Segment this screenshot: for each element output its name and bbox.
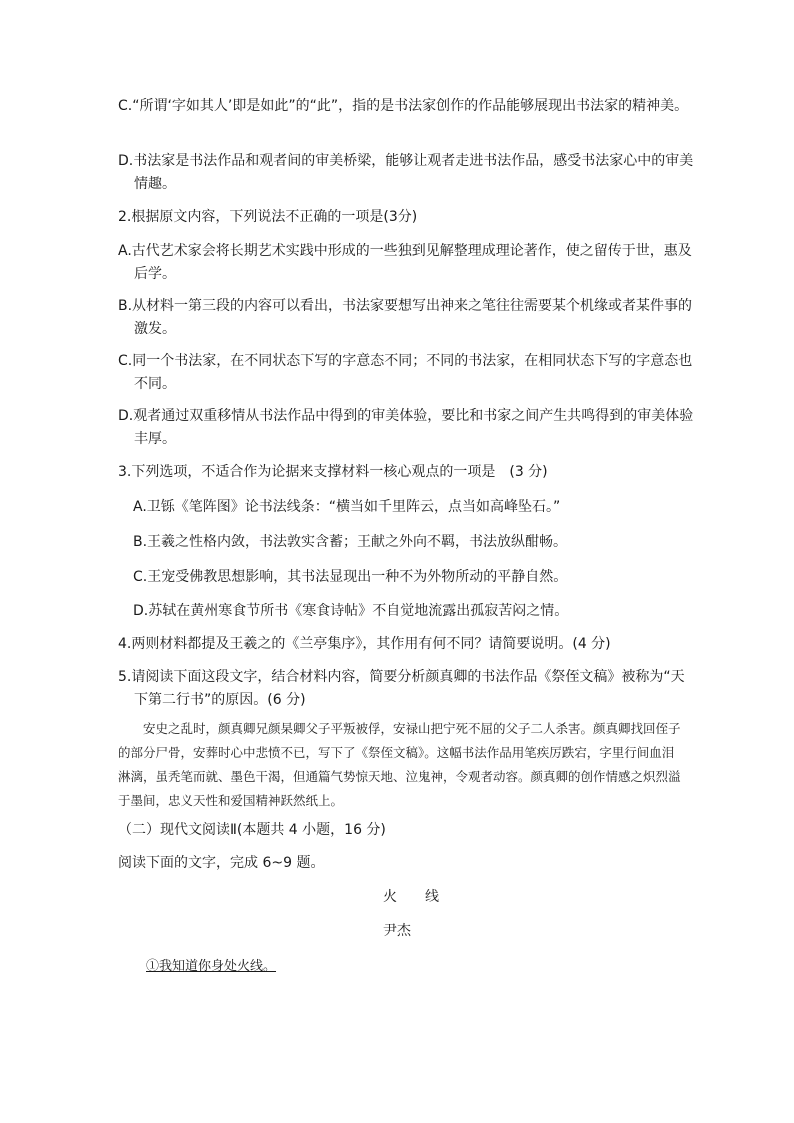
section-instruction: 阅读下面的文字，完成 6~9 题。 bbox=[118, 855, 325, 871]
q2-option-d: D.观者通过双重移情从书法作品中得到的审美体验，要比和书家之间产生共鸣得到的审美体验丰厚。 bbox=[118, 408, 694, 447]
story-author: 尹杰 bbox=[383, 923, 411, 939]
section-header: （二）现代文阅读Ⅱ(本题共 4 小题，16 分) bbox=[118, 822, 386, 838]
q2-option-a: A.古代艺术家会将长期艺术实践中形成的一些独到见解整理成理论著作，使之留传于世，惠及后学。 bbox=[118, 243, 692, 282]
reading-passage: 安史之乱时，颜真卿兄颜杲卿父子平叛被俘，安禄山把宁死不屈的父子二人杀害。颜真卿找回侄子的部分尸骨，安葬时心中悲愤不已，写下了《祭侄文稿》。这幅书法作品用笔疾厉跌宕，字里行间血泪淋漓，虽秃笔而就、墨色干渴，但通篇气势惊天地、泣鬼神，令观者动容。颜真卿的创作情感之炽烈溢于墨间，忠义天性和爱国精神跃然纸上。 bbox=[118, 721, 681, 808]
story-first-line bbox=[146, 955, 706, 978]
q5-stem: 5.请阅读下面这段文字，结合材料内容，简要分析颜真卿的书法作品《祭侄文稿》被称为“天下第二行书”的原因。(6 分) bbox=[118, 669, 685, 708]
q3-option-b: B.王羲之性格内敛，书法敦实含蓄；王献之外向不羁，书法放纵酣畅。 bbox=[133, 534, 568, 550]
q4-stem: 4.两则材料都提及王羲之的《兰亭集序》，其作用有何不同？请简要说明。(4 分) bbox=[118, 636, 611, 652]
q2-stem: 2.根据原文内容，下列说法不正确的一项是(3分) bbox=[118, 209, 418, 225]
story-title: 火线 bbox=[383, 889, 467, 905]
q2-option-b: B.从材料一第三段的内容可以看出，书法家要想写出神来之笔往往需要某个机缘或者某件事的激发。 bbox=[118, 298, 693, 337]
q1-option-d: D.书法家是书法作品和观者间的审美桥梁，能够让观者走进书法作品，感受书法家心中的审美情趣。 bbox=[118, 153, 694, 192]
q3-option-a: A.卫铄《笔阵图》论书法线条：“横当如千里阵云，点当如高峰坠石。” bbox=[133, 499, 561, 515]
q3-option-c: C.王宠受佛教思想影响，其书法显现出一种不为外物所动的平静自然。 bbox=[133, 569, 568, 585]
q2-option-c: C.同一个书法家，在不同状态下写的字意态不同；不同的书法家，在相同状态下写的字意态也不同。 bbox=[118, 353, 693, 392]
q3-stem: 3.下列选项，不适合作为论据来支撑材料一核心观点的一项是 (3 分) bbox=[118, 464, 548, 480]
q1-option-c: C.“所谓‘字如其人’即是如此”的“此”，指的是书法家创作的作品能够展现出书法家的精神美。 bbox=[118, 98, 689, 114]
story-first-line-text: ①我知道你身处火线。 bbox=[146, 959, 277, 974]
q3-option-d: D.苏轼在黄州寒食节所书《寒食诗帖》不自觉地流露出孤寂苦闷之情。 bbox=[133, 603, 569, 619]
